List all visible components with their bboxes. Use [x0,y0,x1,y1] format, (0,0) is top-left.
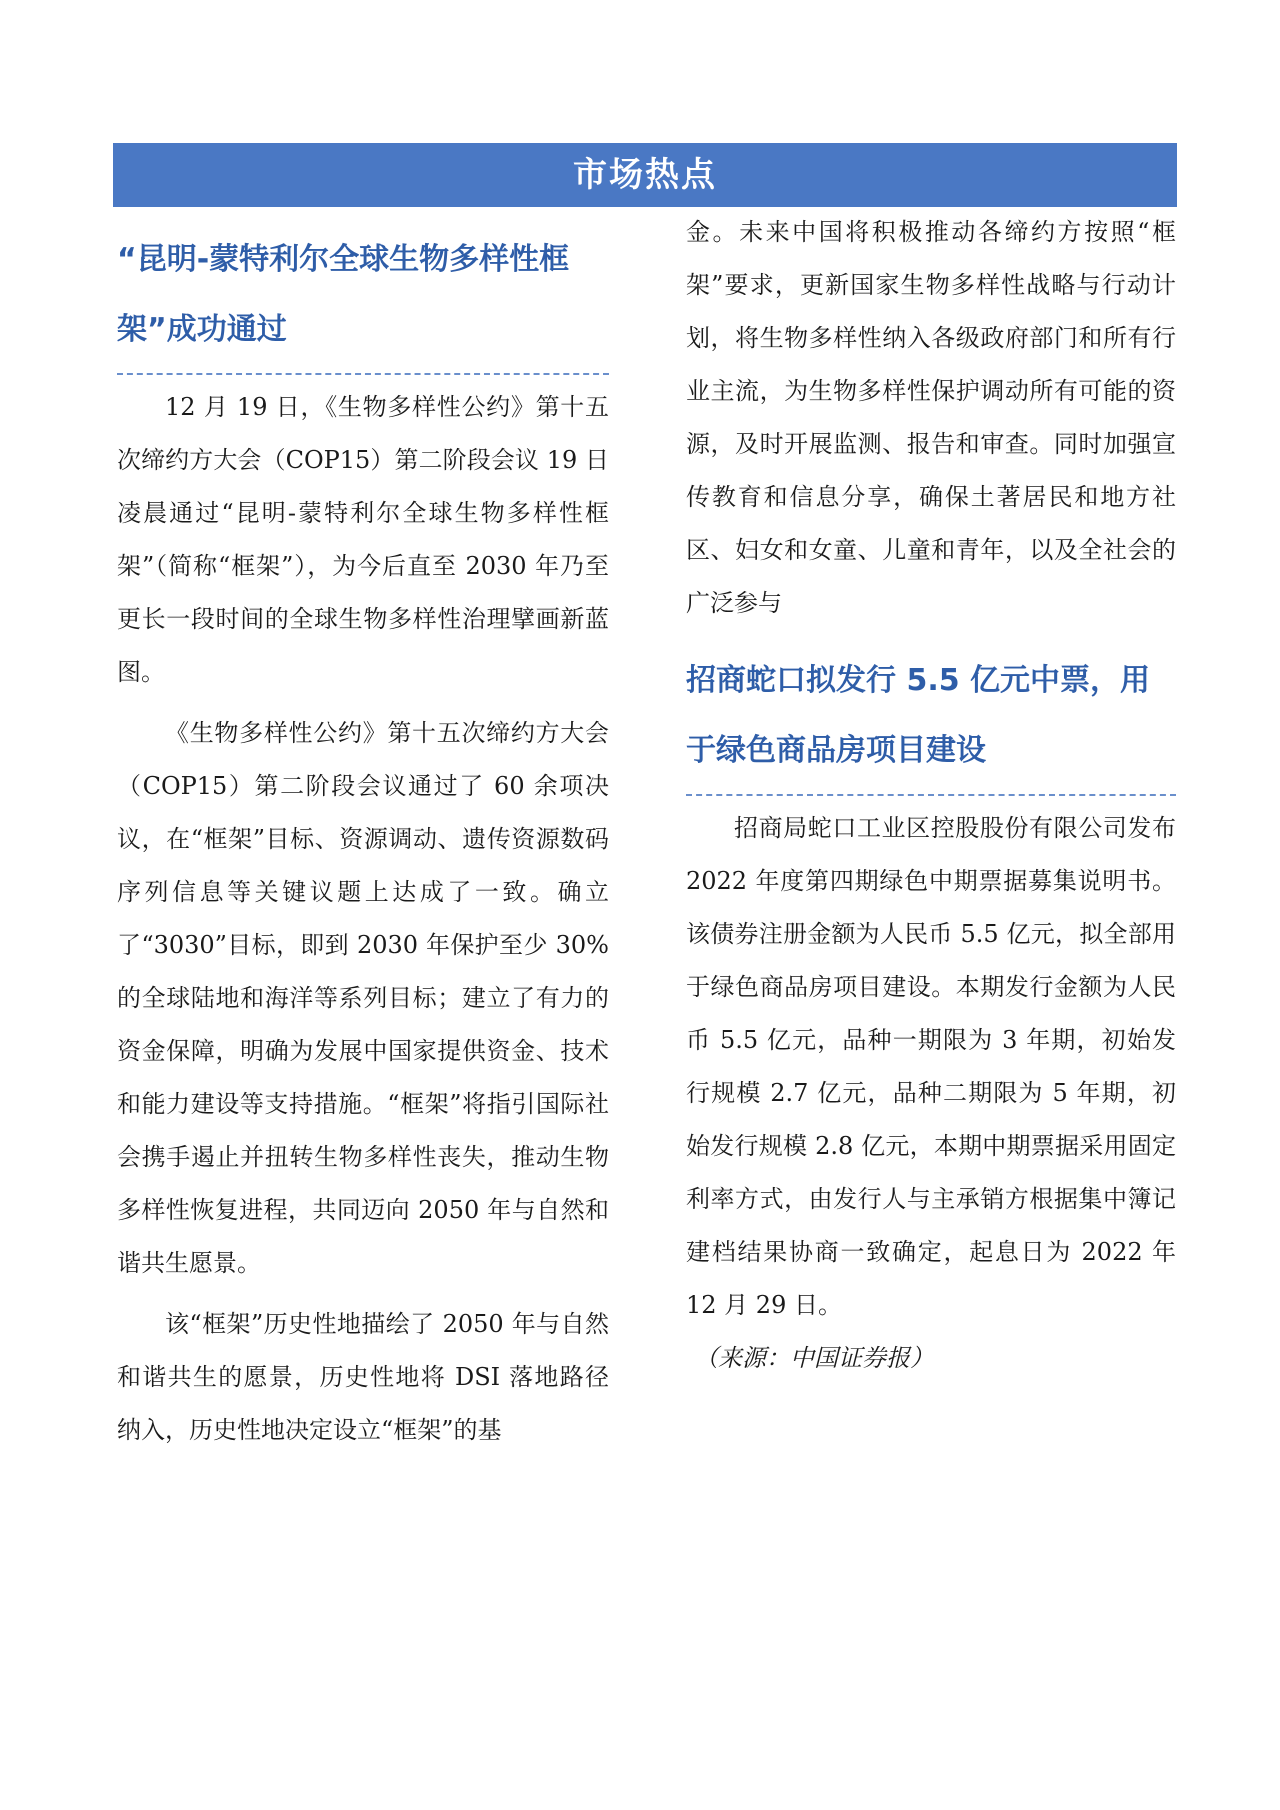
article1-continuation: 金。未来中国将积极推动各缔约方按照“框架”要求，更新国家生物多样性战略与行动计划，将生物多样性纳入各级政府部门和所有行业主流，为生物多样性保护调动所有可能的资源，及时开展监测、报告和审查。同时加强宣传教育和信息分享，确保土著居民和地方社区、妇女和女童、儿童和青年，以及全社会的广泛参与 [686,218,1176,617]
article1-divider [117,373,609,375]
section-banner [113,143,1177,207]
right-column [686,220,1176,1385]
article1-paragraph-1: 12 月 19 日，《生物多样性公约》第十五次缔约方大会（COP15）第二阶段会议 19 日凌晨通过“昆明-蒙特利尔全球生物多样性框架”（简称“框架”），为今后直至 2030 年乃至更长一段时间的全球生物多样性治理擘画新蓝图。 [117,393,609,686]
section-title: 市场热点 [573,155,717,195]
article2-source: （来源：中国证券报） [694,1344,934,1372]
article1-paragraph-3: 该“框架”历史性地描绘了 2050 年与自然和谐共生的愿景，历史性地将 DSI 落地路径纳入，历史性地决定设立“框架”的基 [117,1310,609,1444]
article2-headline: 招商蛇口拟发行 5.5 亿元中票，用于绿色商品房项目建设 [686,663,1151,768]
article1-headline: “昆明-蒙特利尔全球生物多样性框架”成功通过 [117,242,570,347]
article2-divider [686,794,1176,796]
article2-paragraph-1: 招商局蛇口工业区控股股份有限公司发布 2022 年度第四期绿色中期票据募集说明书。该债券注册金额为人民币 5.5 亿元，拟全部用于绿色商品房项目建设。本期发行金额为人民币 5.5 亿元，品种一期限为 3 年期，初始发行规模 2.7 亿元，品种二期限为 5 年期，初始发行规模 2.8 亿元，本期中期票据采用固定利率方式，由发行人与主承销方根据集中簿记建档结果协商一致确定，起息日为 2022 年 12 月 29 日。 [686,814,1176,1319]
article1-paragraph-2: 《生物多样性公约》第十五次缔约方大会（COP15）第二阶段会议通过了 60 余项决议，在“框架”目标、资源调动、遗传资源数码序列信息等关键议题上达成了一致。确立了“3030”目标，即到 2030 年保护至少 30%的全球陆地和海洋等系列目标；建立了有力的资金保障，明确为发展中国家提供资金、技术和能力建设等支持措施。“框架”将指引国际社会携手遏止并扭转生物多样性丧失，推动生物多样性恢复进程，共同迈向 2050 年与自然和谐共生愿景。 [117,719,609,1277]
left-column [117,220,609,1457]
